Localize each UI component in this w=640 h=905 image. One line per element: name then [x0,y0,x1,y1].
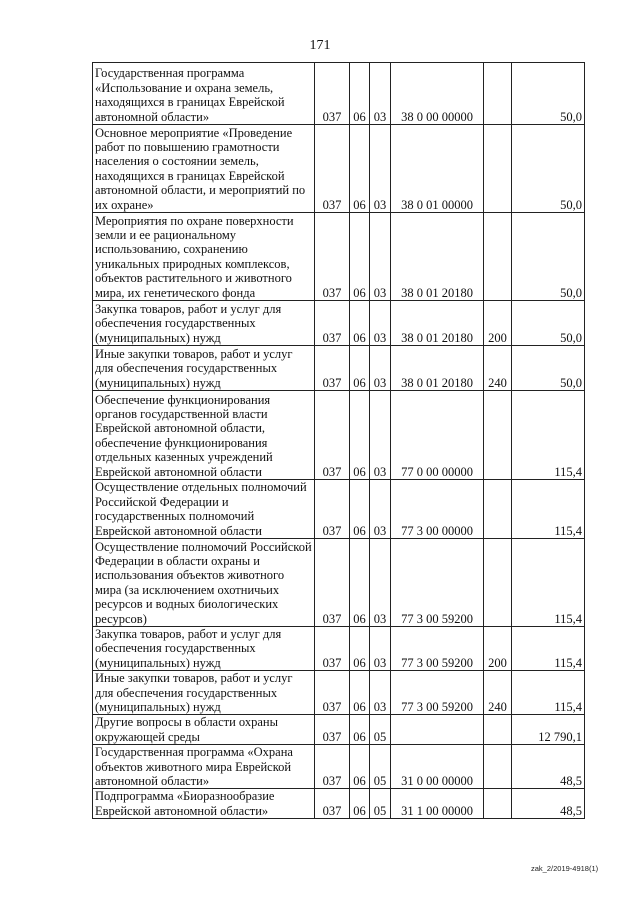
amount: 115,4 [512,671,585,715]
ministry-code: 037 [315,745,350,789]
row-name: Основное мероприятие «Проведение работ по повышению грамотности населения о состоянии земель, находящихся в границах Еврейской автономной области, и мероприятий по их охране» [93,125,315,213]
amount: 50,0 [512,346,585,391]
target-article-code: 77 3 00 59200 [391,671,484,715]
row-name: Мероприятия по охране поверхности земли и ее рациональному использованию, сохранению уникальных природных комплексов, объектов растительного и животного мира, их генетического фонда [93,213,315,301]
section-code: 06 [350,789,370,819]
expense-type-code [484,715,512,745]
amount: 115,4 [512,391,585,480]
table-body [93,63,585,819]
section-code: 06 [350,539,370,627]
amount: 115,4 [512,627,585,671]
table-row [93,671,585,715]
target-article-code: 38 0 01 00000 [391,125,484,213]
expense-type-code: 200 [484,627,512,671]
amount: 115,4 [512,539,585,627]
expense-type-code [484,125,512,213]
ministry-code: 037 [315,480,350,539]
table-row [93,745,585,789]
target-article-code: 77 3 00 00000 [391,480,484,539]
ministry-code: 037 [315,213,350,301]
row-name: Иные закупки товаров, работ и услуг для обеспечения государственных (муниципальных) нужд [93,346,315,391]
table-row [93,391,585,480]
amount: 48,5 [512,745,585,789]
amount: 50,0 [512,301,585,346]
target-article-code: 38 0 01 20180 [391,213,484,301]
section-code: 06 [350,480,370,539]
expense-type-code [484,63,512,125]
row-name: Иные закупки товаров, работ и услуг для обеспечения государственных (муниципальных) нужд [93,671,315,715]
table-row [93,63,585,125]
ministry-code: 037 [315,391,350,480]
amount: 12 790,1 [512,715,585,745]
target-article-code: 77 3 00 59200 [391,627,484,671]
document-code: zak_2/2019-4918(1) [531,864,599,873]
target-article-code: 31 0 00 00000 [391,745,484,789]
section-code: 06 [350,125,370,213]
section-code: 06 [350,715,370,745]
row-name: Подпрограмма «Биоразнообразие Еврейской автономной области» [93,789,315,819]
section-code: 06 [350,346,370,391]
row-name: Государственная программа «Охрана объектов животного мира Еврейской автономной области» [93,745,315,789]
row-name: Осуществление полномочий Российской Федерации в области охраны и использования объектов животного мира (за исключением охотничьих ресурсов и водных биологических ресурсов) [93,539,315,627]
table-row [93,301,585,346]
expense-type-code [484,480,512,539]
section-code: 06 [350,301,370,346]
section-code: 06 [350,213,370,301]
table-row [93,627,585,671]
subsection-code: 03 [370,125,391,213]
expense-type-code [484,539,512,627]
subsection-code: 03 [370,346,391,391]
expense-type-code: 240 [484,671,512,715]
budget-table [92,62,585,819]
ministry-code: 037 [315,539,350,627]
ministry-code: 037 [315,301,350,346]
row-name: Закупка товаров, работ и услуг для обеспечения государственных (муниципальных) нужд [93,301,315,346]
ministry-code: 037 [315,789,350,819]
row-name: Другие вопросы в области охраны окружающей среды [93,715,315,745]
amount: 50,0 [512,125,585,213]
expense-type-code [484,745,512,789]
target-article-code: 38 0 00 00000 [391,63,484,125]
table-row [93,480,585,539]
subsection-code: 03 [370,63,391,125]
expense-type-code [484,213,512,301]
table-row [93,125,585,213]
amount: 115,4 [512,480,585,539]
table-row [93,715,585,745]
ministry-code: 037 [315,715,350,745]
section-code: 06 [350,391,370,480]
amount: 50,0 [512,213,585,301]
row-name: Обеспечение функционирования органов государственной власти Еврейской автономной области, обеспечение функционирования отдельных казенных учреждений Еврейской автономной области [93,391,315,480]
page-number: 171 [309,38,331,53]
target-article-code [391,715,484,745]
subsection-code: 03 [370,671,391,715]
subsection-code: 05 [370,745,391,789]
row-name: Осуществление отдельных полномочий Российской Федерации и государственных полномочий Еврейской автономной области [93,480,315,539]
table-row [93,346,585,391]
table-row [93,539,585,627]
table-row [93,789,585,819]
subsection-code: 05 [370,789,391,819]
section-code: 06 [350,63,370,125]
target-article-code: 38 0 01 20180 [391,346,484,391]
subsection-code: 03 [370,301,391,346]
expense-type-code: 200 [484,301,512,346]
expense-type-code [484,789,512,819]
table-row [93,213,585,301]
section-code: 06 [350,627,370,671]
section-code: 06 [350,745,370,789]
ministry-code: 037 [315,63,350,125]
amount: 50,0 [512,63,585,125]
section-code: 06 [350,671,370,715]
target-article-code: 31 1 00 00000 [391,789,484,819]
expense-type-code: 240 [484,346,512,391]
ministry-code: 037 [315,346,350,391]
target-article-code: 38 0 01 20180 [391,301,484,346]
amount: 48,5 [512,789,585,819]
ministry-code: 037 [315,627,350,671]
subsection-code: 03 [370,213,391,301]
subsection-code: 03 [370,391,391,480]
subsection-code: 03 [370,539,391,627]
ministry-code: 037 [315,671,350,715]
ministry-code: 037 [315,125,350,213]
subsection-code: 03 [370,480,391,539]
row-name: Государственная программа «Использование и охрана земель, находящихся в границах Еврейской автономной области» [93,63,315,125]
target-article-code: 77 0 00 00000 [391,391,484,480]
expense-type-code [484,391,512,480]
target-article-code: 77 3 00 59200 [391,539,484,627]
row-name: Закупка товаров, работ и услуг для обеспечения государственных (муниципальных) нужд [93,627,315,671]
subsection-code: 05 [370,715,391,745]
subsection-code: 03 [370,627,391,671]
